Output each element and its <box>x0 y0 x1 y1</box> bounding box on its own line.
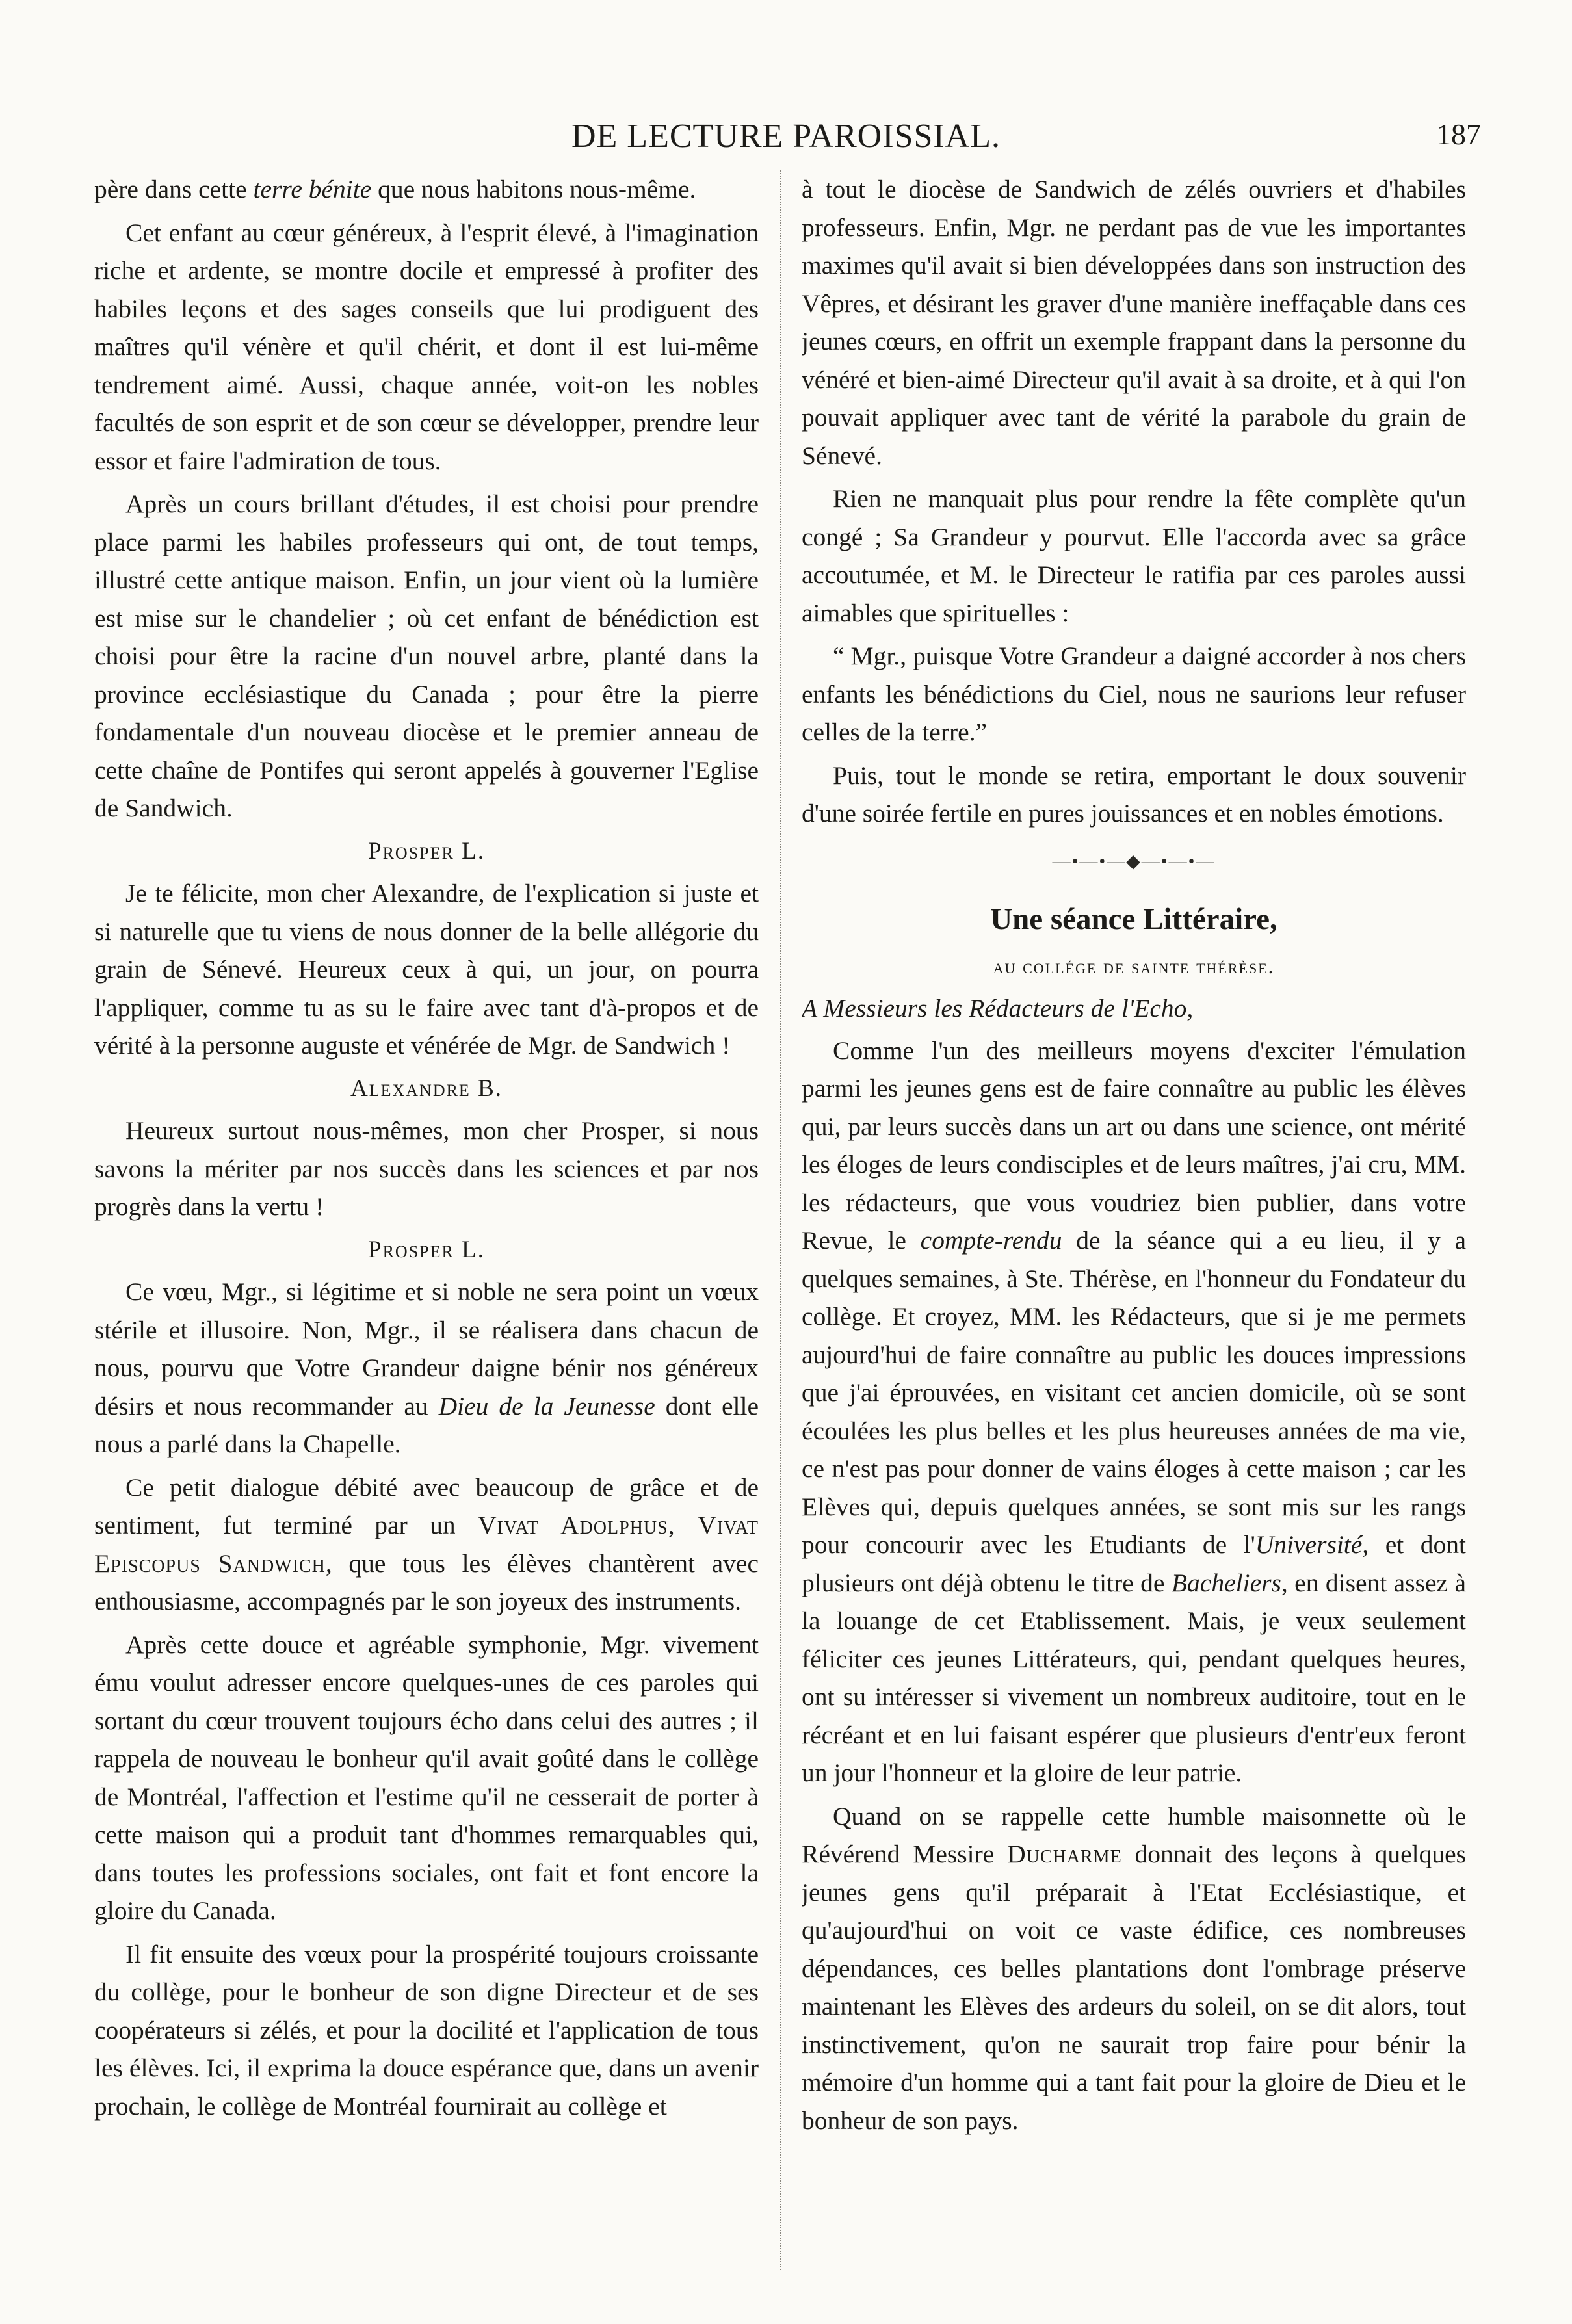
paragraph: Après un cours brillant d'études, il est choisi pour prendre place parmi les habiles professeurs qui ont, de tout temps, illustré cette antique maison. Enfin, un jour vient où la lumière est mise sur le chandelier ; où cet enfant de bénédiction est choisi pour être la racine d'un nouvel arbre, planté dans la province ecclésiastique du Canada ; pour être la pierre fondamentale d'un nouveau diocèse et le premier anneau de cette chaîne de Pontifes qui seront appelés à gouverner l'Eglise de Sandwich. <box>94 490 759 822</box>
speaker-signature: Prosper L. <box>368 837 485 865</box>
paragraph: à tout le diocèse de Sandwich de zélés ouvriers et d'habiles professeurs. Enfin, Mgr. ne perdant pas de vue les importantes maximes qu'il avait si bien développées dans son instruction des Vêpres, et désirant les graver d'une manière ineffaçable dans ces jeunes cœurs, en offrit un exemple frappant dans la personne du vénéré et bien-aimé Directeur qu'il avait à sa droite, et à qui l'on pouvait appliquer avec tant de vérité la parabole du grain de Sénevé. <box>802 175 1466 470</box>
paragraph: père dans cette terre bénite que nous habitons nous-même. <box>94 175 696 203</box>
section-title: Une séance Littéraire, <box>990 902 1277 936</box>
paragraph: Quand on se rappelle cette humble maisonnette où le Révérend Messire Ducharme donnait des leçons à quelques jeunes gens qu'il préparait à l'Etat Ecclésiastique, et qu'aujourd'hui on voit ce vaste édifice, ces nombreuses dépendances, ces belles plantations dont l'ombrage préserve maintenant les Elèves des ardeurs du soleil, on se dit alors, tout instinctivement, qu'on ne saurait trop faire pour bénir la mémoire d'un homme qui a tant fait pour la gloire de Dieu et le bonheur de son pays. <box>802 1801 1466 2135</box>
paragraph: Rien ne manquait plus pour rendre la fête complète qu'un congé ; Sa Grandeur y pourvut. Elle l'accorda avec sa grâce accoutumée, et M. le Directeur le ratifia par ces paroles aussi aimables que spirituelles : <box>802 484 1466 627</box>
salutation: A Messieurs les Rédacteurs de l'Echo, <box>802 994 1194 1023</box>
paragraph: Heureux surtout nous-mêmes, mon cher Prosper, si nous savons la mériter par nos succès dans les sciences et par nos progrès dans la vertu ! <box>94 1116 759 1221</box>
paragraph: Comme l'un des meilleurs moyens d'exciter l'émulation parmi les jeunes gens est de faire connaître au public les élèves qui, par leurs succès dans un art ou dans une science, ont mérité les éloges de leurs condisciples et de leurs maîtres, j'ai cru, MM. les rédacteurs, que vous voudriez bien publier, dans votre Revue, le compte-rendu de la séance qui a eu lieu, il y a quelques semaines, à Ste. Thérèse, en l'honneur du Fondateur du collège. Et croyez, MM. les Rédacteurs, que si je me permets aujourd'hui de faire connaître au public les douces impressions que j'ai éprouvées, en visitant cet ancien domicile, où se sont écoulées les plus belles et les plus heureuses années de ma vie, ce n'est pas pour donner de vains éloges à cette maison ; car les Elèves qui, depuis quelques années, se sont mis sur les rangs pour concourir avec les Etudiants de l'Université, et dont plusieurs ont déjà obtenu le titre de Bacheliers, en disent assez à la louange de cet Etablissement. Mais, je veux seulement féliciter ces jeunes Littérateurs, qui, pendant quelques heures, ont su intéresser si vivement un nombreux auditoire, tout en le récréant et en lui faisant espérer que plusieurs d'entr'eux feront un jour l'honneur et la gloire de leur patrie. <box>802 1036 1466 1787</box>
section-subtitle: au collége de sainte thérèse. <box>993 954 1275 978</box>
column-divider <box>780 170 781 2270</box>
running-title: DE LECTURE PAROISSIAL. <box>571 118 1001 155</box>
paragraph: Puis, tout le monde se retira, emportant le doux souvenir d'une soirée fertile en pures jouissances et en nobles émotions. <box>802 761 1466 828</box>
paragraph: Ce vœu, Mgr., si légitime et si noble ne sera point un vœux stérile et illusoire. Non, Mgr., il se réalisera dans chacun de nous, pourvu que Votre Grandeur daigne bénir nos généreux désirs et nous recommander au Dieu de la Jeunesse dont elle nous a parlé dans la Chapelle. <box>94 1277 759 1458</box>
paragraph: Après cette douce et agréable symphonie, Mgr. vivement ému voulut adresser encore quelques-unes de ces paroles qui sortant du cœur trouvent toujours écho dans celui des autres ; il rappela de nouveau le bonheur qu'il avait goûté dans le collège de Montréal, l'affection et l'estime qu'il ne cesserait de porter à cette maison qui a produit tant d'hommes remarquables qui, dans toutes les professions sociales, ont fait et font encore la gloire du Canada. <box>94 1630 759 1925</box>
paragraph: Ce petit dialogue débité avec beaucoup de grâce et de sentiment, fut terminé par un Vivat Adolphus, Vivat Episcopus Sandwich, que tous les élèves chantèrent avec enthousiasme, accompagnés par le son joyeux des instruments. <box>94 1472 759 1615</box>
paragraph: Il fit ensuite des vœux pour la prospérité toujours croissante du collège, pour le bonheur de son digne Directeur et de ses coopérateurs si zélés, et pour la docilité et l'application de tous les élèves. Ici, il exprima la douce espérance que, dans un avenir prochain, le collège de Montréal fournirait au collège et <box>94 1939 759 2121</box>
right-column <box>802 170 1466 2277</box>
paragraph: “ Mgr., puisque Votre Grandeur a daigné accorder à nos chers enfants les bénédictions du Ciel, nous ne saurions leur refuser celles de la terre.” <box>802 642 1466 746</box>
page-header <box>0 111 1572 163</box>
speaker-signature: Prosper L. <box>368 1236 485 1263</box>
page-number: 187 <box>1436 118 1481 151</box>
left-column <box>94 170 759 2277</box>
paragraph: Je te félicite, mon cher Alexandre, de l'explication si juste et si naturelle que tu viens de nous donner de la belle allégorie du grain de Sénevé. Heureux ceux à qui, un jour, on pourra l'appliquer, comme tu as su le faire avec tant d'à-propos et de vérité à la personne auguste et vénérée de Mgr. de Sandwich ! <box>94 879 759 1060</box>
paragraph: Cet enfant au cœur généreux, à l'esprit élevé, à l'imagination riche et ardente, se montre docile et empressé à profiter des habiles leçons et des sages conseils que lui prodiguent des maîtres qu'il vénère et qu'il chérit, et dont il est lui-même tendrement aimé. Aussi, chaque année, voit-on les nobles facultés de son esprit et de son cœur se développer, prendre leur essor et faire l'admiration de tous. <box>94 218 759 475</box>
ornament-divider: —•—•—◆—•—•— <box>1052 851 1216 872</box>
speaker-signature: Alexandre B. <box>350 1075 503 1102</box>
